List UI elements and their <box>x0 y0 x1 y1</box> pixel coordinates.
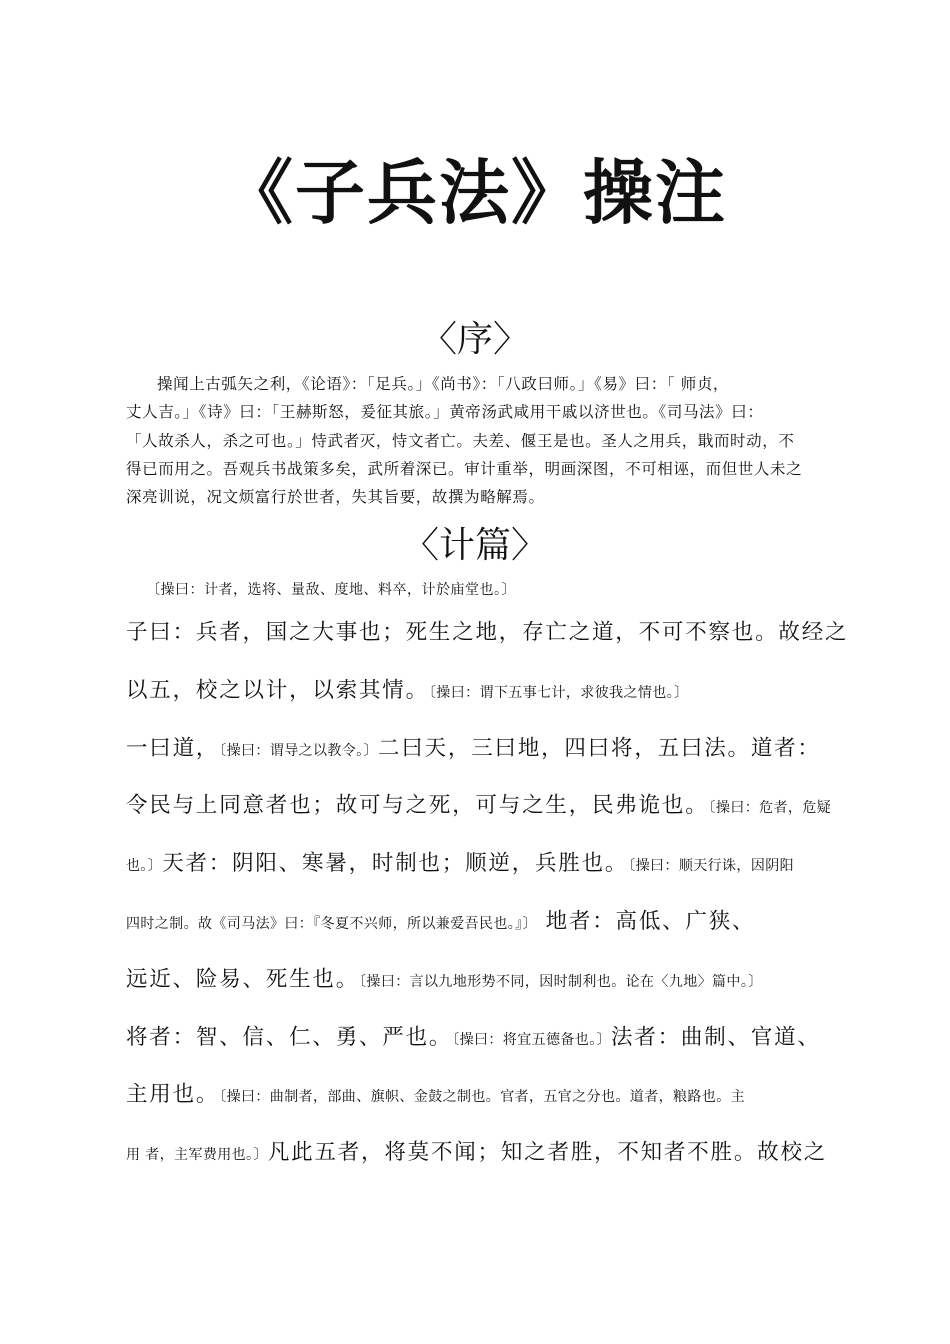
commentary-note: 〔操曰：言以九地形势不同，因时制利也。论在〈九地〉篇中。〕 <box>359 973 763 990</box>
commentary-note: 〔操曰：将宜五德备也。〕 <box>452 1031 612 1048</box>
text-line <box>126 1013 856 1071</box>
classic-text: 子曰：兵者，国之大事也；死生之地，存亡之道，不可不察也。故经之 <box>126 620 849 645</box>
commentary-note: 也。〕 <box>126 858 163 875</box>
text-line <box>126 666 856 724</box>
text-line <box>126 608 856 666</box>
commentary-note: 用 者，主军费用也。〕 <box>126 1147 268 1164</box>
preface-paragraph <box>126 370 842 511</box>
classic-text: 天者：阴阳、寒暑，时制也；顺逆，兵胜也。 <box>162 851 629 877</box>
classic-text: 以五，校之以计，以索其情。 <box>126 677 429 703</box>
commentary-note: 四时之制。故《司马法》曰：『冬夏不兴师，所以兼爱吾民也。』〕 <box>126 915 537 932</box>
commentary-note: 〔操曰：顺天行诛，因阴阳 <box>628 858 795 875</box>
commentary-note: 〔操曰：计者，选将、量敌、度地、料卒，计於庙堂也。〕 <box>146 582 516 598</box>
classic-text: 将者：智、信、仁、勇、严也。 <box>126 1024 453 1050</box>
commentary-note: 〔操曰：谓导之以教令。〕 <box>219 742 379 759</box>
commentary-note: 〔操曰：危者，危疑 <box>708 800 832 817</box>
preface-line: 「人故杀人，杀之可也。」恃武者灭，恃文者亡。夫差、偃王是也。圣人之用兵，戢而时动，不 <box>126 431 795 450</box>
classic-text: 主用也。 <box>126 1082 220 1108</box>
classic-text: 远近、险易、死生也。 <box>126 966 360 992</box>
section-heading-preface: 〈序〉 <box>420 319 529 360</box>
text-line <box>126 1070 856 1128</box>
preface-line: 操闻上古弧矢之利，《论语》：「足兵。」《尚书》：「八政曰师。」《易》曰：「 师贞， <box>157 375 730 393</box>
preface-line: 得已而用之。吾观兵书战策多矣，武所着深已。审计重举，明画深图，不可相诬，而但世人未之 <box>126 459 803 478</box>
text-line <box>126 1128 856 1186</box>
section-heading-ji: 〈计篇〉 <box>402 525 547 566</box>
text-line <box>126 897 856 955</box>
classic-text: 法者：曲制、官道、 <box>611 1024 821 1050</box>
document-title: 《子兵法》操注 <box>223 151 727 234</box>
commentary-note: 〔操曰：曲制者，部曲、旗帜、金鼓之制也。官者，五官之分也。道者，粮路也。主 <box>219 1089 746 1106</box>
preface-line: 丈人吉。」《诗》曰：「王赫斯怒，爰征其旅。」黄帝汤武咸用干戚以济世也。《司马法》曰： <box>126 403 764 422</box>
classic-text: 凡此五者，将莫不闻；知之者胜，不知者不胜。故校之 <box>267 1140 828 1166</box>
preface-line: 深亮训说，况文烦富行於世者，失其旨要，故撰为略解焉。 <box>126 488 545 507</box>
classic-text: 地者：高低、广狭、 <box>537 908 756 934</box>
classic-text: 令民与上同意者也；故可与之死，可与之生，民弗诡也。 <box>126 793 709 819</box>
text-line <box>126 839 856 897</box>
text-line <box>126 724 856 782</box>
commentary-note: 〔操曰：谓下五事七计，求彼我之情也。〕 <box>428 684 689 701</box>
classic-text: 二曰天，三曰地，四曰将，五曰法。道者： <box>378 735 821 761</box>
main-text <box>126 608 856 1186</box>
text-line <box>126 781 856 839</box>
text-line <box>126 955 856 1013</box>
classic-text: 一曰道， <box>126 735 220 761</box>
